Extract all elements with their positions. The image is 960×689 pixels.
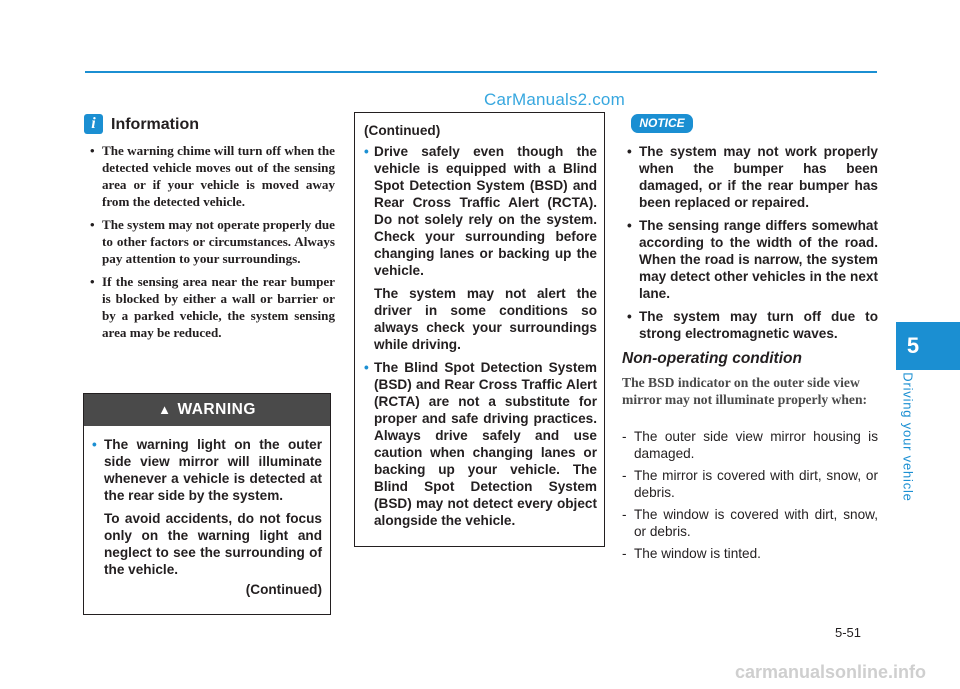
warning-paragraph: • The Blind Spot Detection System (BSD) and Rear Cross Traffic Alert (RCTA) are not a substitute for proper and safe driving practices. Always drive safely and use caution when changing lanes or backing up your vehicle. The Blind Spot Detection System (BSD) may not detect every object alongside the vehicle. bbox=[364, 359, 597, 529]
list-item: • The system may not work properly when the bumper has been damaged, or if the rear bumper has been replaced or repaired. bbox=[622, 143, 878, 211]
watermark-bottom: carmanualsonline.info bbox=[735, 662, 927, 682]
list-item: - The window is tinted. bbox=[622, 545, 878, 562]
chapter-number: 5 bbox=[906, 333, 920, 358]
notice-list bbox=[622, 143, 878, 348]
condition-list bbox=[622, 428, 878, 567]
chapter-label-text: Driving your vehicle bbox=[900, 372, 916, 502]
list-item: • If the sensing area near the rear bumper is blocked by either a wall or barrier or by a parked vehicle, the system sensing area may be reduced. bbox=[90, 273, 335, 341]
list-item: - The outer side view mirror housing is damaged. bbox=[622, 428, 878, 462]
notice-badge: NOTICE bbox=[631, 114, 693, 133]
list-item: • The sensing range differs somewhat according to the width of the road. When the road is narrow, the system may detect other vehicles in the next lane. bbox=[622, 217, 878, 302]
warning-title: WARNING bbox=[177, 401, 256, 418]
chapter-label bbox=[894, 372, 922, 502]
continued-warning-box bbox=[354, 112, 605, 547]
list-item: • The warning chime will turn off when the detected vehicle moves out of the sensing area or if your vehicle is moved away from the detected vehicle. bbox=[90, 142, 335, 210]
header-rule bbox=[85, 71, 877, 73]
section-heading: Non-operating condition bbox=[622, 350, 802, 367]
warning-box bbox=[83, 393, 331, 615]
list-item: - The window is covered with dirt, snow, or debris. bbox=[622, 506, 878, 540]
information-list bbox=[90, 142, 335, 347]
warning-paragraph: • Drive safely even though the vehicle is equipped with a Blind Spot Detection System (BSD) and Rear Cross Traffic Alert (RCTA). Do not solely rely on the system. Check your surrounding before changing lanes or backing up the vehicle. bbox=[364, 143, 597, 279]
warning-paragraph: • The warning light on the outer side view mirror will illuminate whenever a vehicle is detected at the rear side by the system. bbox=[104, 436, 322, 504]
warning-paragraph: To avoid accidents, do not focus only on the warning light and neglect to see the surrounding of the vehicle. bbox=[104, 511, 322, 577]
warning-continued: (Continued) bbox=[245, 582, 322, 597]
list-item: • The system may turn off due to strong electromagnetic waves. bbox=[622, 308, 878, 342]
list-item: - The mirror is covered with dirt, snow, or debris. bbox=[622, 467, 878, 501]
warning-header bbox=[84, 394, 330, 426]
warning-paragraph: The system may not alert the driver in some conditions so always check your surroundings while driving. bbox=[374, 286, 597, 352]
warning-triangle-icon: ▲ bbox=[158, 402, 172, 417]
section-intro: The BSD indicator on the outer side view mirror may not illuminate properly when: bbox=[622, 375, 868, 407]
watermark-top: CarManuals2.com bbox=[484, 90, 625, 109]
information-title: Information bbox=[111, 116, 199, 133]
information-icon: i bbox=[84, 114, 103, 134]
page-number: 5-51 bbox=[835, 625, 862, 640]
continued-title: (Continued) bbox=[364, 123, 441, 138]
list-item: • The system may not operate properly due to other factors or circumstances. Always pay attention to your surroundings. bbox=[90, 216, 335, 267]
warning-body bbox=[84, 426, 330, 598]
chapter-tab bbox=[896, 322, 960, 370]
